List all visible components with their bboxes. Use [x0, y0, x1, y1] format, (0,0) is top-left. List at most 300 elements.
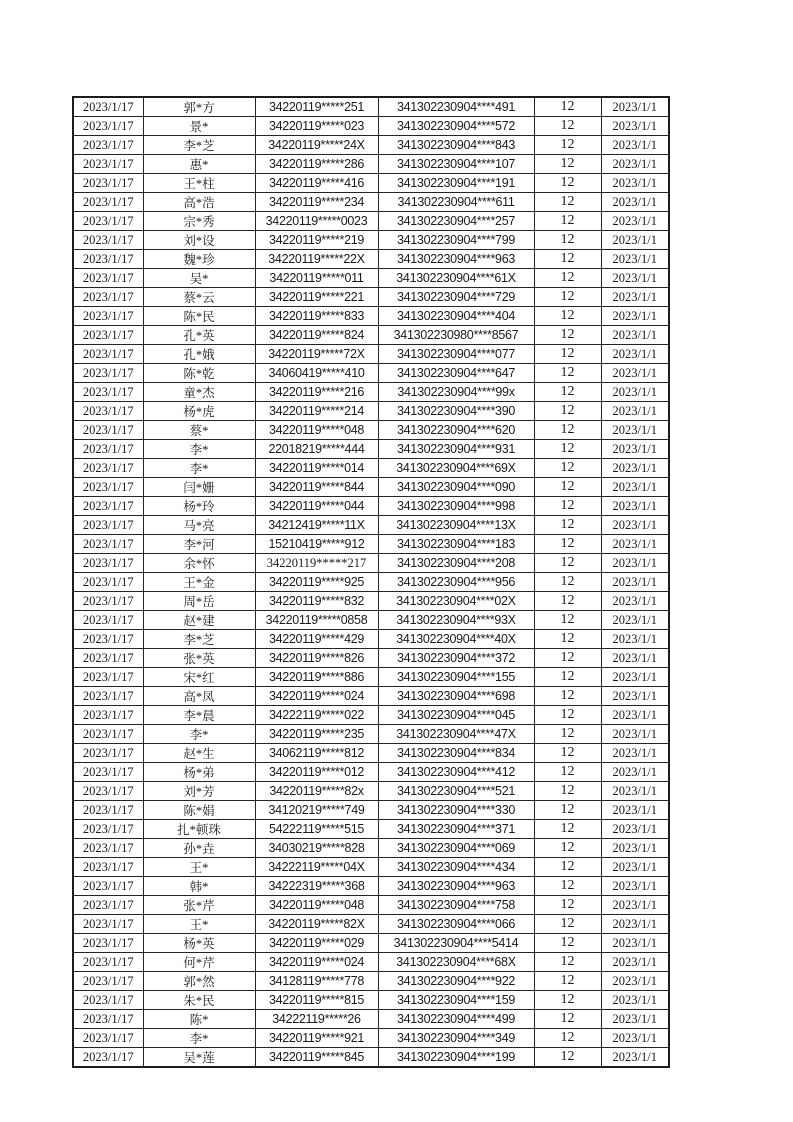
start-date-cell: 2023/1/1	[601, 972, 669, 991]
card-number-cell: 341302230904****191	[378, 174, 534, 193]
id-number-cell: 34220119*****0858	[255, 611, 378, 630]
card-number-cell: 341302230904****5414	[378, 934, 534, 953]
months-cell: 12	[534, 459, 601, 478]
table-row	[73, 516, 669, 535]
card-number-cell: 341302230904****02X	[378, 592, 534, 611]
start-date-cell: 2023/1/1	[601, 763, 669, 782]
start-date-cell: 2023/1/1	[601, 231, 669, 250]
table-row	[73, 212, 669, 231]
report-date-cell: 2023/1/17	[73, 193, 143, 212]
card-number-cell: 341302230904****40X	[378, 630, 534, 649]
id-number-cell: 34220119*****833	[255, 307, 378, 326]
months-cell: 12	[534, 763, 601, 782]
id-number-cell: 34220119*****886	[255, 668, 378, 687]
months-cell: 12	[534, 630, 601, 649]
start-date-cell: 2023/1/1	[601, 896, 669, 915]
table-row	[73, 611, 669, 630]
person-name-cell: 李*晨	[143, 706, 255, 725]
card-number-cell: 341302230904****412	[378, 763, 534, 782]
table-row	[73, 193, 669, 212]
person-name-cell: 孙*垚	[143, 839, 255, 858]
report-date-cell: 2023/1/17	[73, 592, 143, 611]
months-cell: 12	[534, 801, 601, 820]
id-number-cell: 34220119*****82X	[255, 915, 378, 934]
card-number-cell: 341302230980****8567	[378, 326, 534, 345]
person-name-cell: 吴*	[143, 269, 255, 288]
person-name-cell: 刘*芳	[143, 782, 255, 801]
person-name-cell: 景*	[143, 117, 255, 136]
start-date-cell: 2023/1/1	[601, 820, 669, 839]
months-cell: 12	[534, 668, 601, 687]
person-name-cell: 宗*秀	[143, 212, 255, 231]
report-date-cell: 2023/1/17	[73, 801, 143, 820]
card-number-cell: 341302230904****077	[378, 345, 534, 364]
table-row	[73, 782, 669, 801]
report-date-cell: 2023/1/17	[73, 915, 143, 934]
months-cell: 12	[534, 592, 601, 611]
report-date-cell: 2023/1/17	[73, 269, 143, 288]
report-date-cell: 2023/1/17	[73, 763, 143, 782]
table-row	[73, 535, 669, 554]
card-number-cell: 341302230904****257	[378, 212, 534, 231]
person-name-cell: 李*芝	[143, 136, 255, 155]
table-row	[73, 364, 669, 383]
person-name-cell: 张*芹	[143, 896, 255, 915]
start-date-cell: 2023/1/1	[601, 991, 669, 1010]
report-date-cell: 2023/1/17	[73, 117, 143, 136]
table-row	[73, 991, 669, 1010]
start-date-cell: 2023/1/1	[601, 459, 669, 478]
card-number-cell: 341302230904****13X	[378, 516, 534, 535]
id-number-cell: 34220119*****219	[255, 231, 378, 250]
table-row	[73, 687, 669, 706]
months-cell: 12	[534, 839, 601, 858]
table-row	[73, 725, 669, 744]
card-number-cell: 341302230904****47X	[378, 725, 534, 744]
id-number-cell: 34030219*****828	[255, 839, 378, 858]
months-cell: 12	[534, 1010, 601, 1029]
id-number-cell: 34220119*****845	[255, 1048, 378, 1068]
report-date-cell: 2023/1/17	[73, 383, 143, 402]
report-date-cell: 2023/1/17	[73, 326, 143, 345]
start-date-cell: 2023/1/1	[601, 839, 669, 858]
card-number-cell: 341302230904****404	[378, 307, 534, 326]
id-number-cell: 34220119*****24X	[255, 136, 378, 155]
report-date-cell: 2023/1/17	[73, 440, 143, 459]
report-date-cell: 2023/1/17	[73, 877, 143, 896]
report-date-cell: 2023/1/17	[73, 706, 143, 725]
id-number-cell: 34212419*****11X	[255, 516, 378, 535]
record-table-body	[73, 97, 669, 1067]
person-name-cell: 王*	[143, 858, 255, 877]
months-cell: 12	[534, 858, 601, 877]
id-number-cell: 34220119*****844	[255, 478, 378, 497]
months-cell: 12	[534, 97, 601, 117]
person-name-cell: 高*凤	[143, 687, 255, 706]
report-date-cell: 2023/1/17	[73, 896, 143, 915]
card-number-cell: 341302230904****834	[378, 744, 534, 763]
id-number-cell: 34220119*****014	[255, 459, 378, 478]
card-number-cell: 341302230904****372	[378, 649, 534, 668]
table-row	[73, 269, 669, 288]
id-number-cell: 34220119*****251	[255, 97, 378, 117]
start-date-cell: 2023/1/1	[601, 554, 669, 573]
card-number-cell: 341302230904****330	[378, 801, 534, 820]
table-row	[73, 592, 669, 611]
card-number-cell: 341302230904****93X	[378, 611, 534, 630]
id-number-cell: 22018219*****444	[255, 440, 378, 459]
id-number-cell: 54222119*****515	[255, 820, 378, 839]
months-cell: 12	[534, 725, 601, 744]
person-name-cell: 孔*英	[143, 326, 255, 345]
report-date-cell: 2023/1/17	[73, 535, 143, 554]
table-row	[73, 440, 669, 459]
months-cell: 12	[534, 706, 601, 725]
person-name-cell: 郭*然	[143, 972, 255, 991]
report-date-cell: 2023/1/17	[73, 364, 143, 383]
months-cell: 12	[534, 117, 601, 136]
report-date-cell: 2023/1/17	[73, 1010, 143, 1029]
table-row	[73, 953, 669, 972]
start-date-cell: 2023/1/1	[601, 953, 669, 972]
start-date-cell: 2023/1/1	[601, 326, 669, 345]
months-cell: 12	[534, 1029, 601, 1048]
report-date-cell: 2023/1/17	[73, 687, 143, 706]
months-cell: 12	[534, 687, 601, 706]
months-cell: 12	[534, 478, 601, 497]
person-name-cell: 李*河	[143, 535, 255, 554]
table-row	[73, 1010, 669, 1029]
card-number-cell: 341302230904****611	[378, 193, 534, 212]
person-name-cell: 陈*乾	[143, 364, 255, 383]
start-date-cell: 2023/1/1	[601, 307, 669, 326]
card-number-cell: 341302230904****434	[378, 858, 534, 877]
card-number-cell: 341302230904****349	[378, 1029, 534, 1048]
start-date-cell: 2023/1/1	[601, 1048, 669, 1068]
person-name-cell: 杨*英	[143, 934, 255, 953]
report-date-cell: 2023/1/17	[73, 649, 143, 668]
report-date-cell: 2023/1/17	[73, 231, 143, 250]
months-cell: 12	[534, 307, 601, 326]
card-number-cell: 341302230904****799	[378, 231, 534, 250]
person-name-cell: 蔡*	[143, 421, 255, 440]
start-date-cell: 2023/1/1	[601, 1010, 669, 1029]
table-row	[73, 573, 669, 592]
months-cell: 12	[534, 611, 601, 630]
start-date-cell: 2023/1/1	[601, 516, 669, 535]
person-name-cell: 刘*设	[143, 231, 255, 250]
report-date-cell: 2023/1/17	[73, 1029, 143, 1048]
table-row	[73, 345, 669, 364]
table-row	[73, 1048, 669, 1068]
months-cell: 12	[534, 193, 601, 212]
months-cell: 12	[534, 554, 601, 573]
report-date-cell: 2023/1/17	[73, 288, 143, 307]
start-date-cell: 2023/1/1	[601, 212, 669, 231]
start-date-cell: 2023/1/1	[601, 687, 669, 706]
table-row	[73, 231, 669, 250]
report-date-cell: 2023/1/17	[73, 136, 143, 155]
id-number-cell: 34220119*****029	[255, 934, 378, 953]
person-name-cell: 杨*虎	[143, 402, 255, 421]
start-date-cell: 2023/1/1	[601, 97, 669, 117]
table-row	[73, 174, 669, 193]
table-row	[73, 744, 669, 763]
start-date-cell: 2023/1/1	[601, 649, 669, 668]
table-row	[73, 896, 669, 915]
start-date-cell: 2023/1/1	[601, 934, 669, 953]
table-row	[73, 326, 669, 345]
months-cell: 12	[534, 174, 601, 193]
id-number-cell: 34220119*****826	[255, 649, 378, 668]
report-date-cell: 2023/1/17	[73, 668, 143, 687]
id-number-cell: 34220119*****221	[255, 288, 378, 307]
person-name-cell: 闫*姗	[143, 478, 255, 497]
person-name-cell: 杨*玲	[143, 497, 255, 516]
person-name-cell: 赵*生	[143, 744, 255, 763]
card-number-cell: 341302230904****69X	[378, 459, 534, 478]
id-number-cell: 34220119*****216	[255, 383, 378, 402]
id-number-cell: 34062119*****812	[255, 744, 378, 763]
person-name-cell: 王*	[143, 915, 255, 934]
report-date-cell: 2023/1/17	[73, 630, 143, 649]
report-date-cell: 2023/1/17	[73, 421, 143, 440]
id-number-cell: 34220119*****235	[255, 725, 378, 744]
months-cell: 12	[534, 383, 601, 402]
report-date-cell: 2023/1/17	[73, 991, 143, 1010]
start-date-cell: 2023/1/1	[601, 345, 669, 364]
person-name-cell: 吴*莲	[143, 1048, 255, 1068]
table-row	[73, 820, 669, 839]
report-date-cell: 2023/1/17	[73, 953, 143, 972]
id-number-cell: 34220119*****429	[255, 630, 378, 649]
card-number-cell: 341302230904****758	[378, 896, 534, 915]
person-name-cell: 李*	[143, 459, 255, 478]
report-date-cell: 2023/1/17	[73, 858, 143, 877]
table-row	[73, 136, 669, 155]
card-number-cell: 341302230904****183	[378, 535, 534, 554]
start-date-cell: 2023/1/1	[601, 478, 669, 497]
card-number-cell: 341302230904****963	[378, 250, 534, 269]
person-name-cell: 杨*弟	[143, 763, 255, 782]
table-row	[73, 97, 669, 117]
person-name-cell: 孔*娥	[143, 345, 255, 364]
start-date-cell: 2023/1/1	[601, 117, 669, 136]
person-name-cell: 蔡*云	[143, 288, 255, 307]
person-name-cell: 扎*顿珠	[143, 820, 255, 839]
report-date-cell: 2023/1/17	[73, 1048, 143, 1068]
table-row	[73, 915, 669, 934]
months-cell: 12	[534, 364, 601, 383]
start-date-cell: 2023/1/1	[601, 1029, 669, 1048]
id-number-cell: 34220119*****012	[255, 763, 378, 782]
months-cell: 12	[534, 136, 601, 155]
card-number-cell: 341302230904****155	[378, 668, 534, 687]
card-number-cell: 341302230904****68X	[378, 953, 534, 972]
months-cell: 12	[534, 649, 601, 668]
start-date-cell: 2023/1/1	[601, 706, 669, 725]
person-name-cell: 魏*珍	[143, 250, 255, 269]
person-name-cell: 余*怀	[143, 554, 255, 573]
start-date-cell: 2023/1/1	[601, 877, 669, 896]
report-date-cell: 2023/1/17	[73, 402, 143, 421]
person-name-cell: 郭*方	[143, 97, 255, 117]
start-date-cell: 2023/1/1	[601, 364, 669, 383]
table-row	[73, 421, 669, 440]
start-date-cell: 2023/1/1	[601, 383, 669, 402]
card-number-cell: 341302230904****931	[378, 440, 534, 459]
id-number-cell: 34220119*****024	[255, 687, 378, 706]
id-number-cell: 34222119*****022	[255, 706, 378, 725]
table-row	[73, 934, 669, 953]
months-cell: 12	[534, 820, 601, 839]
card-number-cell: 341302230904****371	[378, 820, 534, 839]
report-date-cell: 2023/1/17	[73, 459, 143, 478]
report-date-cell: 2023/1/17	[73, 611, 143, 630]
person-name-cell: 李*	[143, 725, 255, 744]
report-date-cell: 2023/1/17	[73, 820, 143, 839]
table-row	[73, 478, 669, 497]
start-date-cell: 2023/1/1	[601, 421, 669, 440]
table-row	[73, 877, 669, 896]
months-cell: 12	[534, 497, 601, 516]
id-number-cell: 34220119*****921	[255, 1029, 378, 1048]
id-number-cell: 34220119*****048	[255, 896, 378, 915]
start-date-cell: 2023/1/1	[601, 250, 669, 269]
months-cell: 12	[534, 155, 601, 174]
card-number-cell: 341302230904****107	[378, 155, 534, 174]
card-number-cell: 341302230904****499	[378, 1010, 534, 1029]
report-date-cell: 2023/1/17	[73, 97, 143, 117]
months-cell: 12	[534, 402, 601, 421]
id-number-cell: 15210419*****912	[255, 535, 378, 554]
table-row	[73, 307, 669, 326]
report-date-cell: 2023/1/17	[73, 174, 143, 193]
id-number-cell: 34220119*****011	[255, 269, 378, 288]
card-number-cell: 341302230904****956	[378, 573, 534, 592]
id-number-cell: 34220119*****832	[255, 592, 378, 611]
id-number-cell: 34220119*****214	[255, 402, 378, 421]
months-cell: 12	[534, 953, 601, 972]
person-name-cell: 宋*红	[143, 668, 255, 687]
id-number-cell: 34060419*****410	[255, 364, 378, 383]
id-number-cell: 34220119*****824	[255, 326, 378, 345]
id-number-cell: 34220119*****815	[255, 991, 378, 1010]
start-date-cell: 2023/1/1	[601, 174, 669, 193]
id-number-cell: 34128119*****778	[255, 972, 378, 991]
id-number-cell: 34220119*****286	[255, 155, 378, 174]
table-row	[73, 858, 669, 877]
card-number-cell: 341302230904****390	[378, 402, 534, 421]
table-row	[73, 972, 669, 991]
report-date-cell: 2023/1/17	[73, 744, 143, 763]
id-number-cell: 34220119*****024	[255, 953, 378, 972]
card-number-cell: 341302230904****159	[378, 991, 534, 1010]
months-cell: 12	[534, 269, 601, 288]
months-cell: 12	[534, 345, 601, 364]
person-name-cell: 张*英	[143, 649, 255, 668]
person-name-cell: 陈*	[143, 1010, 255, 1029]
card-number-cell: 341302230904****922	[378, 972, 534, 991]
id-number-cell: 34220119*****72X	[255, 345, 378, 364]
table-row	[73, 801, 669, 820]
months-cell: 12	[534, 877, 601, 896]
months-cell: 12	[534, 231, 601, 250]
card-number-cell: 341302230904****208	[378, 554, 534, 573]
person-name-cell: 韩*	[143, 877, 255, 896]
person-name-cell: 何*芹	[143, 953, 255, 972]
table-row	[73, 1029, 669, 1048]
card-number-cell: 341302230904****963	[378, 877, 534, 896]
person-name-cell: 周*岳	[143, 592, 255, 611]
table-row	[73, 288, 669, 307]
report-date-cell: 2023/1/17	[73, 155, 143, 174]
id-number-cell: 34220119*****416	[255, 174, 378, 193]
card-number-cell: 341302230904****199	[378, 1048, 534, 1068]
card-number-cell: 341302230904****843	[378, 136, 534, 155]
id-number-cell: 34222119*****26	[255, 1010, 378, 1029]
months-cell: 12	[534, 440, 601, 459]
person-name-cell: 李*	[143, 440, 255, 459]
card-number-cell: 341302230904****521	[378, 782, 534, 801]
card-number-cell: 341302230904****572	[378, 117, 534, 136]
card-number-cell: 341302230904****729	[378, 288, 534, 307]
report-date-cell: 2023/1/17	[73, 972, 143, 991]
start-date-cell: 2023/1/1	[601, 193, 669, 212]
id-number-cell: 34220119*****82x	[255, 782, 378, 801]
start-date-cell: 2023/1/1	[601, 858, 669, 877]
person-name-cell: 赵*建	[143, 611, 255, 630]
id-number-cell: 34222119*****04X	[255, 858, 378, 877]
start-date-cell: 2023/1/1	[601, 782, 669, 801]
months-cell: 12	[534, 972, 601, 991]
table-row	[73, 630, 669, 649]
table-row	[73, 383, 669, 402]
start-date-cell: 2023/1/1	[601, 592, 669, 611]
start-date-cell: 2023/1/1	[601, 611, 669, 630]
start-date-cell: 2023/1/1	[601, 269, 669, 288]
id-number-cell: 34222319*****368	[255, 877, 378, 896]
id-number-cell: 34220119*****044	[255, 497, 378, 516]
months-cell: 12	[534, 1048, 601, 1068]
table-row	[73, 668, 669, 687]
table-row	[73, 763, 669, 782]
person-name-cell: 惠*	[143, 155, 255, 174]
start-date-cell: 2023/1/1	[601, 288, 669, 307]
months-cell: 12	[534, 250, 601, 269]
person-name-cell: 陈*民	[143, 307, 255, 326]
person-name-cell: 王*金	[143, 573, 255, 592]
report-date-cell: 2023/1/17	[73, 839, 143, 858]
person-name-cell: 陈*娟	[143, 801, 255, 820]
card-number-cell: 341302230904****066	[378, 915, 534, 934]
person-name-cell: 李*芝	[143, 630, 255, 649]
person-name-cell: 马*亮	[143, 516, 255, 535]
report-date-cell: 2023/1/17	[73, 250, 143, 269]
record-table	[72, 96, 670, 1068]
report-date-cell: 2023/1/17	[73, 497, 143, 516]
table-row	[73, 250, 669, 269]
table-row	[73, 402, 669, 421]
table-row	[73, 839, 669, 858]
months-cell: 12	[534, 288, 601, 307]
id-number-cell: 34220119*****023	[255, 117, 378, 136]
start-date-cell: 2023/1/1	[601, 725, 669, 744]
id-number-cell: 34220119*****0023	[255, 212, 378, 231]
id-number-cell: 34220119*****048	[255, 421, 378, 440]
months-cell: 12	[534, 896, 601, 915]
report-date-cell: 2023/1/17	[73, 573, 143, 592]
